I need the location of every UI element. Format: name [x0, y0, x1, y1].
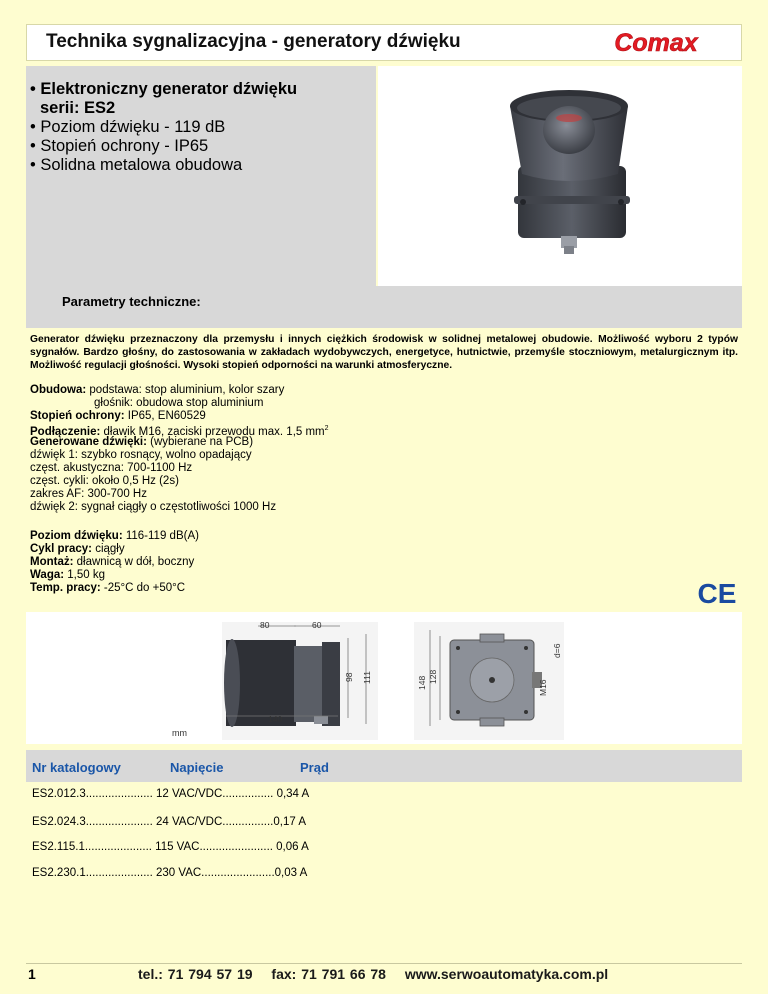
- feature-item: serii: ES2: [40, 99, 116, 117]
- spec-af-range: zakres AF: 300-700 Hz: [30, 488, 147, 500]
- spec-freq-cycles: częst. cykli: około 0,5 Hz (2s): [30, 475, 179, 487]
- spec-housing-speaker: głośnik: obudowa stop aluminium: [94, 397, 264, 409]
- feature-item: • Stopień ochrony - IP65: [30, 137, 209, 155]
- table-row: ES2.115.1..................... 115 VAC....................... 0,06 A: [32, 841, 309, 853]
- svg-text:128: 128: [428, 669, 438, 684]
- footer-website: www.serwoautomatyka.com.pl: [404, 966, 609, 982]
- features-list: [30, 80, 297, 175]
- footer-phone: tel.: 71 794 57 19: [138, 966, 253, 982]
- svg-text:80: 80: [260, 620, 270, 630]
- feature-item: • Poziom dźwięku - 119 dB: [30, 118, 226, 136]
- spec-housing: Obudowa: podstawa: stop aluminium, kolor szary: [30, 384, 285, 396]
- page-title: Technika sygnalizacyjna - generatory dźwięku: [46, 31, 461, 52]
- svg-text:CE: CE: [697, 578, 737, 609]
- svg-text:M16: M16: [538, 679, 548, 696]
- svg-text:140: 140: [268, 714, 283, 724]
- product-photo: [378, 66, 742, 300]
- spec-protection: Stopień ochrony: IP65, EN60529: [30, 410, 206, 422]
- svg-text:d=6: d=6: [552, 643, 562, 658]
- dimension-drawings: [26, 612, 742, 744]
- svg-text:148: 148: [417, 675, 427, 690]
- dimension-diagrams-panel: [26, 612, 742, 744]
- logo-text: Comax: [614, 29, 698, 57]
- col-voltage: Napięcie: [170, 760, 224, 775]
- spec-mount: Montaż: dławnicą w dół, boczny: [30, 556, 195, 568]
- side-view-drawing: [222, 620, 378, 740]
- footer-divider: [26, 963, 742, 964]
- params-title: Parametry techniczne:: [62, 294, 201, 309]
- table-row: ES2.230.1..................... 230 VAC.......................0,03 A: [32, 867, 308, 879]
- page-number: 1: [28, 966, 36, 982]
- feature-item: • Elektroniczny generator dźwięku: [30, 80, 298, 98]
- comax-logo: [588, 28, 724, 58]
- front-view-drawing: [414, 622, 564, 740]
- product-photo-panel: [378, 66, 742, 300]
- product-description: Generator dźwięku przeznaczony dla przemysłu i innych ciężkich środowisk w solidnej metalowej obudowie. Możliwość wyboru 2 typów sygnałów. Bardzo głośny, do zastosowania w zakładach wydobywczych, energetyce, hutnictwie, przemyśle stoczniowym, metalurgicznym itp. Możliwość regulacji głośności. Wysoki stopień odporności na warunki atmosferyczne.: [30, 334, 738, 371]
- svg-text:98: 98: [344, 672, 354, 682]
- table-row: ES2.024.3..................... 24 VAC/VDC................0,17 A: [32, 816, 306, 828]
- spec-temp: Temp. pracy: -25°C do +50°C: [30, 582, 186, 594]
- svg-text:111: 111: [362, 671, 372, 684]
- ce-mark-icon: [694, 576, 740, 610]
- table-header-bar: [26, 750, 742, 782]
- unit-label: mm: [172, 728, 187, 738]
- spec-level: Poziom dźwięku: 116-119 dB(A): [30, 530, 199, 542]
- col-catalog-number: Nr katalogowy: [32, 760, 121, 775]
- col-current: Prąd: [300, 760, 329, 775]
- footer-fax: fax: 71 791 66 78: [271, 966, 386, 982]
- spec-weight: Waga: 1,50 kg: [30, 569, 105, 581]
- spec-sound2: dźwięk 2: sygnał ciągły o częstotliwości 1000 Hz: [30, 501, 277, 513]
- spec-connection: Podłączenie: dławik M16, zaciski przewodu max. 1,5 $mm^2$: [30, 425, 329, 438]
- feature-item: • Solidna metalowa obudowa: [30, 156, 243, 174]
- spec-duty: Cykl pracy: ciągły: [30, 543, 125, 555]
- spec-sound1: dźwięk 1: szybko rosnący, wolno opadający: [30, 449, 252, 461]
- table-row: ES2.012.3..................... 12 VAC/VDC................ 0,34 A: [32, 788, 310, 800]
- svg-text:60: 60: [312, 620, 322, 630]
- footer-contact: [138, 966, 608, 982]
- spec-freq-acoustic: częst. akustyczna: 700-1100 Hz: [30, 462, 193, 474]
- spec-sounds: Generowane dźwięki: (wybierane na PCB): [30, 436, 254, 448]
